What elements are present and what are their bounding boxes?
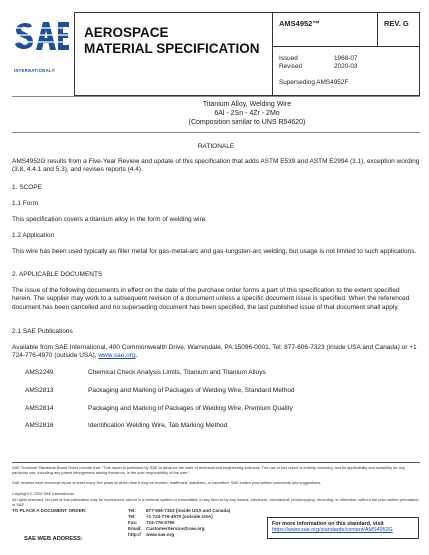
sentence-end: . bbox=[135, 352, 138, 360]
more-info-heading: For more information on this standard, visit bbox=[272, 521, 384, 527]
section-1-heading: 1. SCOPE bbox=[12, 184, 42, 191]
email-label: Email: bbox=[128, 526, 142, 531]
sae-logo bbox=[12, 18, 70, 68]
more-info-box bbox=[267, 517, 419, 539]
http-label: http:// bbox=[128, 532, 141, 537]
rights-text: All rights reserved. No part of this publication may be reproduced, stored in a retrieval system or transmitted, in any form or by any means, electronic, mechanical, photocopying, recording, or otherwise, without the prior written permission of SAE. bbox=[12, 497, 419, 507]
issued-date: 1968-07 bbox=[334, 55, 358, 62]
revised-date: 2020-03 bbox=[334, 63, 358, 70]
standard-link[interactable]: https://www.sae.org/standards/content/AMS4952G bbox=[272, 527, 393, 534]
reference-title: Chemical Check Analysis Limits, Titanium and Titanium Alloys bbox=[88, 369, 266, 376]
subject-line-1: Titanium Alloy, Welding Wire bbox=[202, 101, 292, 108]
reference-title: Packaging and Marking of Packages of Welding Wire, Standard Method bbox=[88, 387, 295, 394]
section-1-2-text: This wire has been used typically as filler metal for gas-metal-arc and gas-tungsten-arc welding, but usage is not limited to such applications. bbox=[12, 248, 417, 255]
revision-label: REV. G bbox=[378, 13, 419, 47]
tel-label: Tel: bbox=[128, 508, 136, 513]
subject-line-3: (Composition similar to UNS R54620) bbox=[188, 119, 306, 126]
tel2-label: Tel: bbox=[128, 514, 136, 519]
fax-number: 724-776-0790 bbox=[146, 520, 175, 525]
section-1-1-text: This specification covers a titanium alloy in the form of welding wire. bbox=[12, 216, 208, 223]
order-label: TO PLACE A DOCUMENT ORDER: bbox=[12, 508, 87, 513]
web-address-label: SAE WEB ADDRESS: bbox=[24, 536, 83, 542]
revised-label: Revised bbox=[279, 63, 303, 70]
title-line-1: AEROSPACE bbox=[84, 25, 169, 40]
reference-code: AMS2814 bbox=[25, 405, 54, 412]
review-text: SAE reviews each technical report at least every five years at which time it may be revised, reaffirmed, stabilized, or cancelled. SAE invites your written comments and suggestions. bbox=[12, 480, 322, 485]
section-1-2-heading: 1.2 Application bbox=[12, 232, 55, 239]
website-address[interactable]: www.sae.org bbox=[146, 532, 175, 537]
reference-title: Packaging and Marking of Packages of Welding Wire, Premium Quality bbox=[88, 405, 293, 412]
footer-divider bbox=[12, 462, 420, 463]
reference-code: AMS2816 bbox=[25, 422, 54, 429]
section-2-1-text bbox=[12, 344, 420, 361]
document-number: AMS4952™ bbox=[273, 13, 378, 47]
tel-outside: +1 724-776-4970 (outside USA) bbox=[146, 514, 213, 519]
divider bbox=[12, 132, 420, 133]
document-header bbox=[74, 12, 420, 96]
rationale-heading: RATIONALE bbox=[197, 143, 235, 150]
fax-label: Fax: bbox=[128, 520, 138, 525]
sae-website-link[interactable]: www.sae.org bbox=[98, 352, 136, 360]
sae-address-text: Available from SAE International, 400 Commonwealth Drive, Warrendale, PA 15096-0001, Tel: 877-606-7323 (inside USA and Canada) or +1 724-776-4970 (outside USA), bbox=[12, 344, 417, 360]
board-rules-text: SAE Technical Standards Board Rules provide that: “This report is published by SAE to advance the state of technical and engineering sciences. The use of this report is entirely voluntary, and its applicability and suitability for any particular use, including any patent infringement arising therefrom, is the sole responsibility of the user.” bbox=[12, 465, 405, 475]
document-type-title bbox=[75, 13, 273, 97]
subject-line-2: 6Al - 2Sn - 4Zr - 2Mo bbox=[214, 110, 280, 117]
issued-label: Issued bbox=[279, 55, 298, 62]
divider bbox=[12, 96, 420, 97]
section-1-1-heading: 1.1 Form bbox=[12, 200, 39, 207]
tel-inside: 877-606-7323 (inside USA and Canada) bbox=[146, 508, 231, 513]
reference-code: AMS2249 bbox=[25, 369, 54, 376]
email-address[interactable]: CustomerService@sae.org bbox=[146, 526, 205, 531]
rationale-text: AMS4952G results from a Five-Year Review and update of this specification that adds ASTM E539 and ASTM E2994 (3.1), exception wording (3.8, 4.4.1 and 5.3), and revises reports (4.4). bbox=[12, 158, 420, 174]
section-2-text: The issue of the following documents in effect on the date of the purchase order forms a part of this specification to the extent specified herein. The supplier may work to a subsequent revision of a document unless a specific document issue is specified. When the referenced document has been cancelled and no superseding document has been specified, the last published issue of that document shall apply. bbox=[12, 287, 410, 311]
title-line-2: MATERIAL SPECIFICATION bbox=[84, 41, 260, 56]
logo-subtitle: INTERNATIONAL® bbox=[14, 68, 56, 73]
section-2-heading: 2. APPLICABLE DOCUMENTS bbox=[12, 271, 103, 278]
reference-title: Identification Welding Wire, Tab Marking Method bbox=[88, 422, 228, 429]
document-dates bbox=[273, 47, 419, 97]
superseding-note: Superseding AMS4952F bbox=[279, 79, 349, 86]
section-2-1-heading: 2.1 SAE Publications bbox=[12, 328, 73, 335]
reference-code: AMS2813 bbox=[25, 387, 54, 394]
copyright-text: Copyright © 2020 SAE International bbox=[12, 491, 74, 496]
